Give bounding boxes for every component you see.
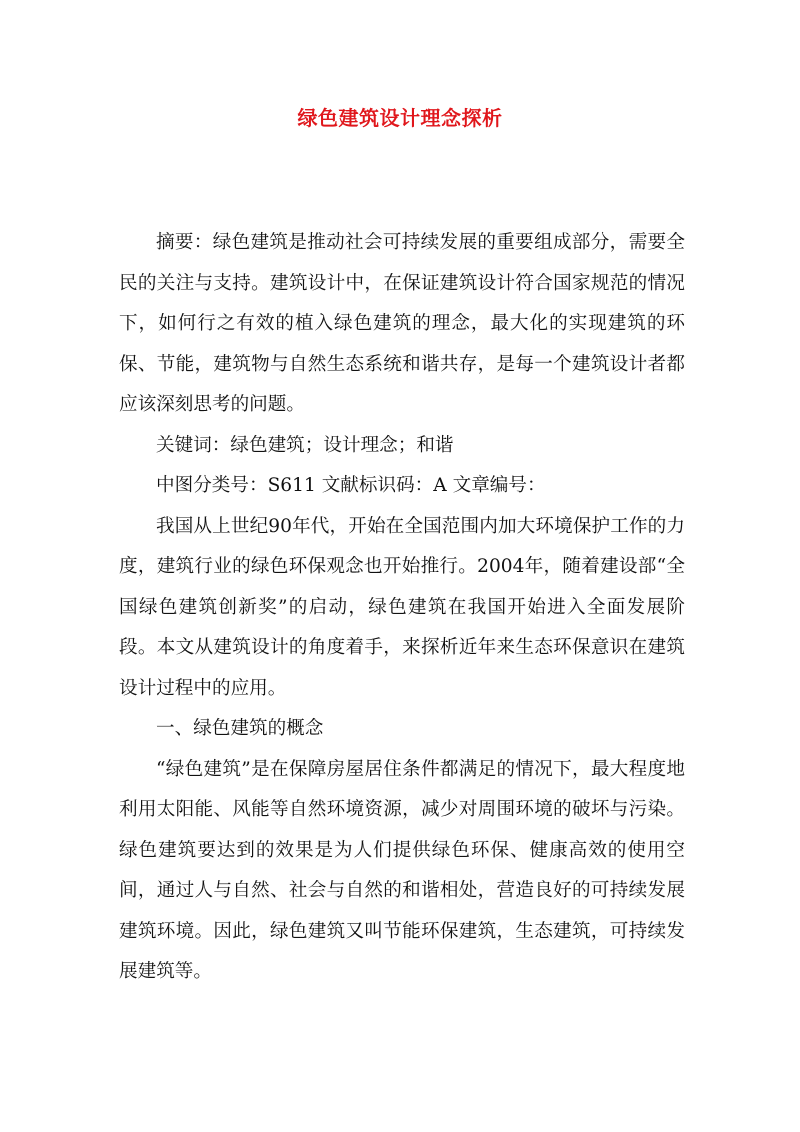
keywords-paragraph: 关键词：绿色建筑；设计理念；和谐 bbox=[156, 434, 454, 456]
concept-paragraph: “绿色建筑”是在保障房屋居住条件都满足的情况下，最大程度地利用太阳能、风能等自然环境资源，减少对周围环境的破坏与污染。绿色建筑要达到的效果是为人们提供绿色环保、健康高效的使用空间，通过人与自然、社会与自然的和谐相处，营造良好的可持续发展建筑环境。因此，绿色建筑又叫节能环保建筑，生态建筑，可持续发展建筑等。 bbox=[119, 758, 685, 982]
intro-paragraph: 我国从上世纪90年代，开始在全国范围内加大环境保护工作的力度，建筑行业的绿色环保观念也开始推行。2004年，随着建设部“全国绿色建筑创新奖”的启动，绿色建筑在我国开始进入全面发展阶段。本文从建筑设计的角度着手，来探析近年来生态环保意识在建筑设计过程中的应用。 bbox=[119, 515, 685, 699]
abstract-paragraph: 摘要：绿色建筑是推动社会可持续发展的重要组成部分，需要全民的关注与支持。建筑设计中，在保证建筑设计符合国家规范的情况下，如何行之有效的植入绿色建筑的理念，最大化的实现建筑的环保、节能，建筑物与自然生态系统和谐共存，是每一个建筑设计者都应该深刻思考的问题。 bbox=[119, 232, 685, 415]
document-body bbox=[119, 223, 685, 993]
section-heading: 一、绿色建筑的概念 bbox=[156, 718, 324, 739]
document-title: 绿色建筑设计理念探析 bbox=[297, 106, 503, 130]
classification-paragraph: 中图分类号：S611 文献标识码：A 文章编号： bbox=[156, 475, 546, 496]
